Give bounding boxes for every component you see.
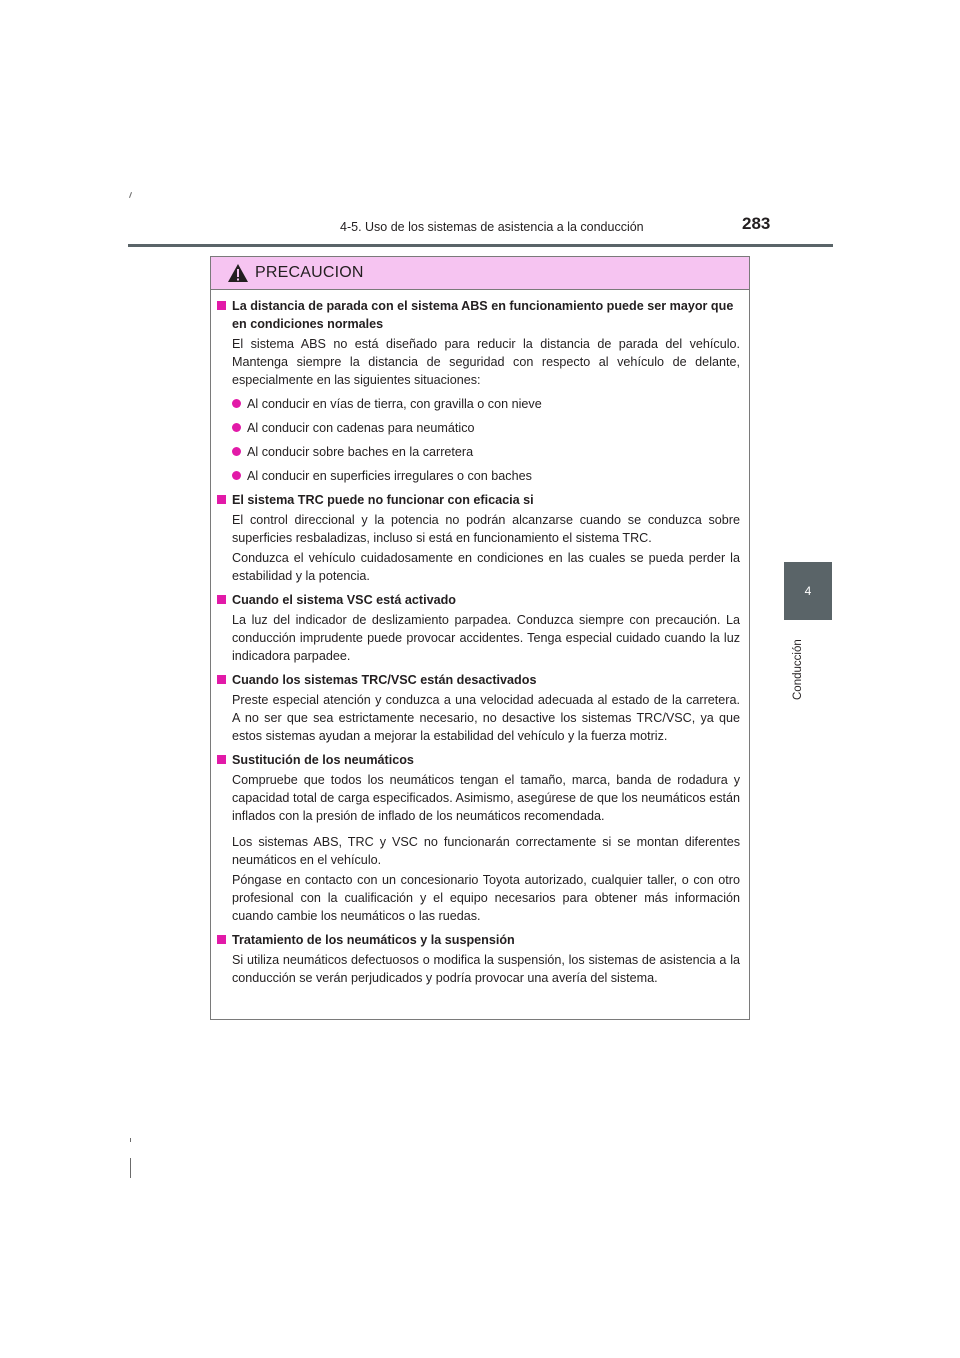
caution-section (217, 751, 740, 925)
section-heading-text: Cuando los sistemas TRC/VSC están desactivados (232, 673, 537, 687)
section-paragraph: Si utiliza neumáticos defectuosos o modifica la suspensión, los sistemas de asistencia a la conducción se verán perjudicados y podría provocar una avería del sistema. (232, 953, 740, 985)
caution-title: PRECAUCION (255, 264, 364, 281)
warning-triangle-icon (227, 263, 249, 283)
list-item (232, 443, 740, 461)
section-paragraph: El sistema ABS no está diseñado para reducir la distancia de parada del vehículo. Mantenga siempre la distancia de seguridad con respecto al vehículo de delante, especialmente en las siguientes situaciones: (232, 337, 740, 387)
list-item (232, 419, 740, 437)
square-bullet-icon (217, 935, 226, 944)
section-paragraph: Preste especial atención y conduzca a una velocidad adecuada al estado de la carretera. A no ser que sea estrictamente necesario, no desactive los sistemas TRC/VSC, ya que estos sistemas ayudan a mejorar la estabilidad del vehículo y la fuerza motriz. (232, 693, 740, 743)
circle-bullet-icon (232, 471, 241, 480)
square-bullet-icon (217, 675, 226, 684)
section-paragraph: Conduzca el vehículo cuidadosamente en condiciones en las cuales se pueda perder la estabilidad y la potencia. (232, 551, 740, 583)
chapter-tab-label (789, 632, 805, 712)
list-item (232, 395, 740, 413)
section-paragraph: El control direccional y la potencia no podrán alcanzarse cuando se conduzca sobre superficies resbaladizas, incluso si está en funcionamiento el sistema TRC. (232, 513, 740, 545)
section-paragraph: La luz del indicador de deslizamiento parpadea. Conduzca siempre con precaución. La conducción imprudente puede provocar accidentes. Tenga especial cuidado cuando la luz indicadora parpadee. (232, 613, 740, 663)
chapter-tab-number: 4 (804, 584, 812, 598)
section-heading-text: Sustitución de los neumáticos (232, 753, 414, 767)
square-bullet-icon (217, 755, 226, 764)
caution-header (211, 257, 749, 290)
section-paragraph: Los sistemas ABS, TRC y VSC no funcionarán correctamente si se montan diferentes neumáticos en el vehículo. (232, 835, 740, 867)
chapter-tab-label-text: Conducción (792, 639, 804, 700)
header-rule (128, 244, 833, 247)
crop-mark (130, 1138, 131, 1142)
list-item-text: Al conducir con cadenas para neumático (247, 421, 475, 435)
square-bullet-icon (217, 595, 226, 604)
list-item-text: Al conducir sobre baches en la carretera (247, 445, 474, 459)
circle-bullet-icon (232, 399, 241, 408)
caution-section (217, 671, 740, 745)
circle-bullet-icon (232, 447, 241, 456)
section-paragraph: Compruebe que todos los neumáticos tengan el tamaño, marca, banda de rodadura y capacidad total de carga especificados. Asimismo, asegúrese de que los neumáticos están inflados con la presión de inflado de los neumáticos recomendada. (232, 773, 740, 823)
section-heading (217, 751, 740, 769)
section-heading-text: La distancia de parada con el sistema ABS en funcionamiento puede ser mayor que en condiciones normales (232, 299, 734, 331)
caution-section (217, 591, 740, 665)
section-heading (217, 297, 740, 333)
caution-body (211, 290, 749, 987)
crop-mark (129, 192, 132, 198)
chapter-tab[interactable] (784, 562, 832, 620)
list-item-text: Al conducir en superficies irregulares o con baches (247, 469, 532, 483)
list-item-text: Al conducir en vías de tierra, con gravilla o con nieve (247, 397, 542, 411)
section-heading-text: Cuando el sistema VSC está activado (232, 593, 456, 607)
chapter-header: 4-5. Uso de los sistemas de asistencia a la conducción (340, 220, 644, 234)
caution-section (217, 931, 740, 987)
circle-bullet-icon (232, 423, 241, 432)
page-number: 283 (742, 214, 771, 233)
square-bullet-icon (217, 301, 226, 310)
section-paragraph: Póngase en contacto con un concesionario Toyota autorizado, cualquier taller, o con otro profesional con la cualificación y el equipo necesarios para obtener más información cuando cambie los neumáticos o las ruedas. (232, 873, 740, 923)
list-item (232, 467, 740, 485)
section-heading-text: El sistema TRC puede no funcionar con eficacia si (232, 493, 534, 507)
square-bullet-icon (217, 495, 226, 504)
section-heading (217, 931, 740, 949)
section-heading-text: Tratamiento de los neumáticos y la suspensión (232, 933, 515, 947)
crop-mark (130, 1158, 131, 1178)
caution-section (217, 491, 740, 585)
section-heading (217, 491, 740, 509)
caution-section (217, 297, 740, 485)
caution-box (210, 256, 750, 1020)
section-heading (217, 671, 740, 689)
section-heading (217, 591, 740, 609)
